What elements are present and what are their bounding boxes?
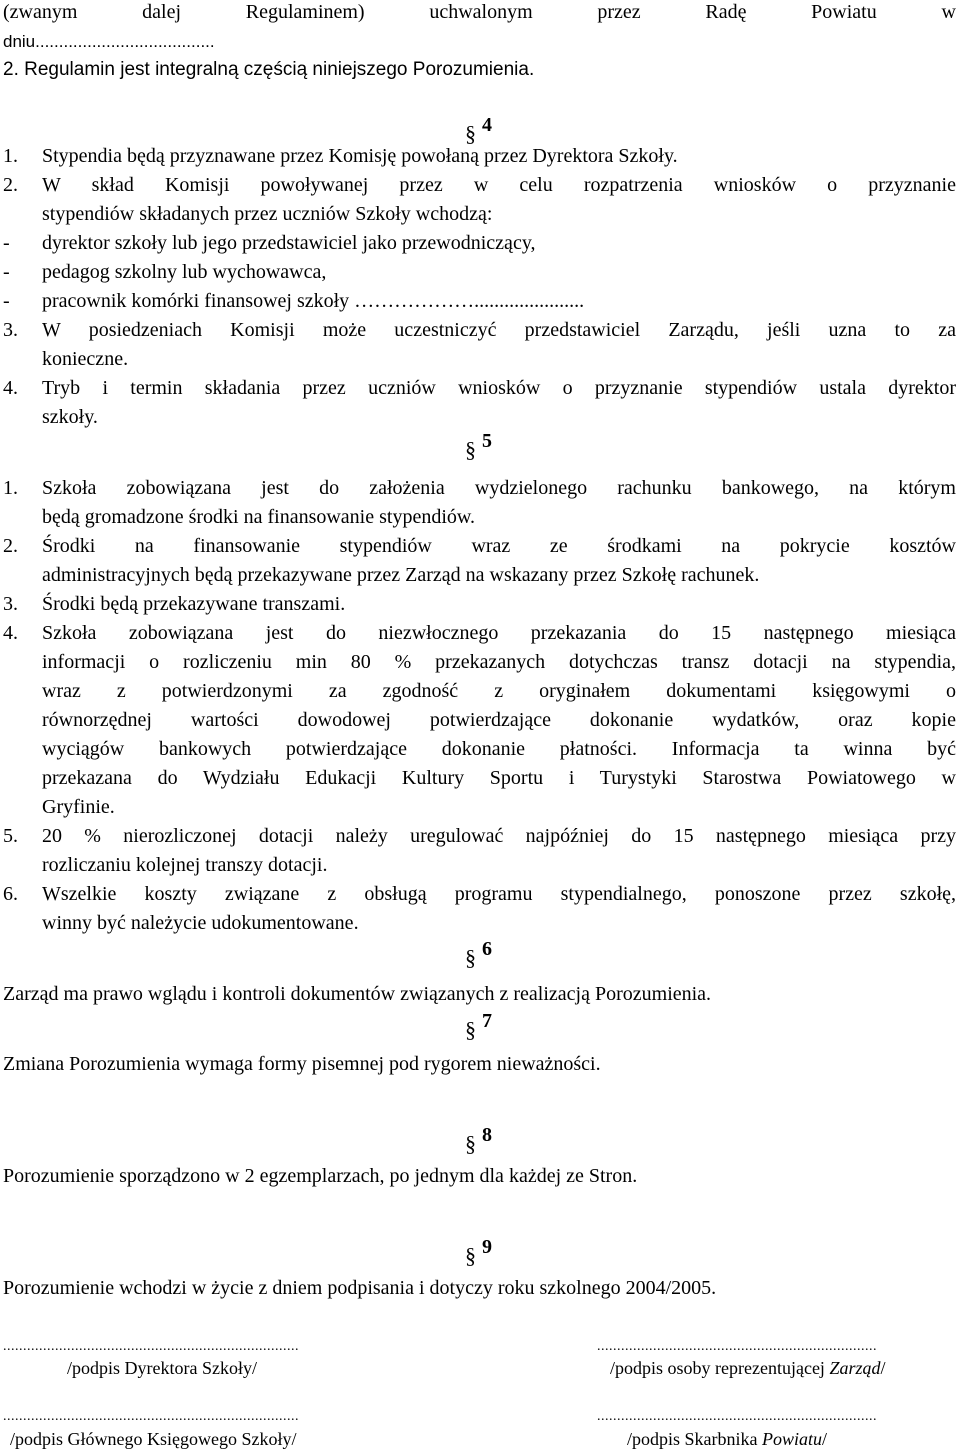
list-item-text: Szkoła zobowiązana jest do założenia wydzielonego rachunku bankowego, na którym bbox=[42, 477, 956, 499]
signature-line-representative: ...................................................................... bbox=[597, 1339, 877, 1354]
list-bullet: - bbox=[3, 290, 10, 312]
list-number: 2. bbox=[3, 174, 18, 196]
section-heading-6 bbox=[465, 936, 492, 970]
intro-word: w bbox=[941, 1, 956, 23]
caption-text: /podpis osoby reprezentującej bbox=[610, 1358, 830, 1378]
section-symbol: § bbox=[465, 437, 476, 462]
list-item-text: Stypendia będą przyznawane przez Komisję powołaną przez Dyrektora Szkoły. bbox=[42, 145, 678, 167]
list-item-text: W skład Komisji powoływanej przez w celu rozpatrzenia wniosków o przyznanie bbox=[42, 174, 956, 196]
list-item-text: Gryfinie. bbox=[42, 796, 115, 818]
section-number: 9 bbox=[482, 1236, 492, 1258]
list-number: 4. bbox=[3, 377, 18, 399]
intro-line-1 bbox=[3, 0, 956, 24]
list-item-text: Środki będą przekazywane transzami. bbox=[42, 593, 346, 615]
list-item-text: W posiedzeniach Komisji może uczestniczyć przedstawiciel Zarządu, jeśli uzna to za bbox=[42, 319, 956, 341]
paragraph-text: Zmiana Porozumienia wymaga formy pisemnej pod rygorem nieważności. bbox=[3, 1053, 601, 1075]
list-item-text: 20 % nierozliczonej dotacji należy uregulować najpóźniej do 15 następnego miesiąca przy bbox=[42, 825, 956, 847]
paragraph-text: Porozumienie sporządzono w 2 egzemplarzach, po jednym dla każdej ze Stron. bbox=[3, 1165, 638, 1187]
caption-text: /podpis Skarbnika bbox=[627, 1429, 762, 1449]
intro-line-2: dniu...................................... bbox=[3, 32, 215, 51]
intro-word: przez bbox=[597, 1, 641, 23]
intro-word: Regulaminem) bbox=[245, 1, 365, 23]
list-item-text: rozliczaniu kolejnej transzy dotacji. bbox=[42, 854, 328, 876]
list-bullet: - bbox=[3, 232, 10, 254]
list-number: 3. bbox=[3, 319, 18, 341]
caption-italic: Zarząd bbox=[829, 1358, 881, 1378]
list-item-text: stypendiów składanych przez uczniów Szkoły wchodzą: bbox=[42, 203, 493, 225]
section-number: 8 bbox=[482, 1124, 492, 1146]
intro-word: dalej bbox=[142, 1, 182, 23]
section-number: 6 bbox=[482, 938, 492, 960]
list-number: 3. bbox=[3, 593, 18, 615]
list-item-text: przekazana do Wydziału Edukacji Kultury Sportu i Turystyki Starostwa Powiatowego w bbox=[42, 767, 956, 789]
section-number: 4 bbox=[482, 114, 492, 136]
signature-caption-treasurer bbox=[627, 1428, 827, 1450]
section-number: 5 bbox=[482, 430, 492, 452]
section-symbol: § bbox=[465, 121, 476, 146]
list-item-text: informacji o rozliczeniu min 80 % przekazanych dotychczas transz dotacji na stypendia, bbox=[42, 651, 956, 673]
list-number: 5. bbox=[3, 825, 18, 847]
section-symbol: § bbox=[465, 945, 476, 970]
signature-caption-accountant: /podpis Głównego Księgowego Szkoły/ bbox=[10, 1429, 297, 1449]
intro-word: uchwalonym bbox=[429, 1, 533, 23]
signature-line-accountant: .......................................................................... bbox=[3, 1409, 299, 1424]
list-item-text: wraz z potwierdzonymi za zgodność z oryginałem dokumentami księgowymi o bbox=[42, 680, 956, 702]
section-heading-7 bbox=[465, 1008, 492, 1042]
list-item-text: dyrektor szkoły lub jego przedstawiciel jako przewodniczący, bbox=[42, 232, 536, 254]
caption-italic: Powiatu bbox=[762, 1429, 823, 1449]
list-item-text: pedagog szkolny lub wychowawca, bbox=[42, 261, 327, 283]
section-symbol: § bbox=[465, 1017, 476, 1042]
list-item-text: Wszelkie koszty związane z obsługą programu stypendialnego, ponoszone przez szkołę, bbox=[42, 883, 956, 905]
signature-caption-representative bbox=[610, 1357, 885, 1379]
intro-word: Powiatu bbox=[811, 1, 877, 23]
list-item-text: wyciągów bankowych potwierdzające dokonanie płatności. Informacja ta winna być bbox=[42, 738, 956, 760]
section-heading-9 bbox=[465, 1234, 492, 1268]
section-heading-4 bbox=[465, 112, 492, 146]
list-item-text: szkoły. bbox=[42, 406, 98, 428]
paragraph-text: Zarząd ma prawo wglądu i kontroli dokumentów związanych z realizacją Porozumienia. bbox=[3, 983, 712, 1005]
list-number: 1. bbox=[3, 477, 18, 499]
list-bullet: - bbox=[3, 261, 10, 283]
list-number: 1. bbox=[3, 145, 18, 167]
paragraph-text: Porozumienie wchodzi w życie z dniem podpisania i dotyczy roku szkolnego 2004/2005. bbox=[3, 1277, 717, 1299]
section-heading-8 bbox=[465, 1122, 492, 1156]
list-item-text: konieczne. bbox=[42, 348, 129, 370]
list-number: 2. bbox=[3, 535, 18, 557]
list-item-text: pracownik komórki finansowej szkoły ………………...................... bbox=[42, 290, 585, 312]
signature-line-treasurer: ...................................................................... bbox=[597, 1409, 877, 1424]
intro-word: (zwanym bbox=[3, 1, 78, 23]
section-symbol: § bbox=[465, 1243, 476, 1268]
list-item-text: Szkoła zobowiązana jest do niezwłocznego przekazania do 15 następnego miesiąca bbox=[42, 622, 956, 644]
list-item-text: administracyjnych będą przekazywane przez Zarząd na wskazany przez Szkołę rachunek. bbox=[42, 564, 760, 586]
list-item-text: Tryb i termin składania przez uczniów wniosków o przyznanie stypendiów ustala dyrektor bbox=[42, 377, 956, 399]
section-symbol: § bbox=[465, 1131, 476, 1156]
section-number: 7 bbox=[482, 1010, 492, 1032]
intro-word: Radę bbox=[705, 1, 747, 23]
list-item-text: Środki na finansowanie stypendiów wraz ze środkami na pokrycie kosztów bbox=[42, 535, 956, 557]
list-number: 4. bbox=[3, 622, 18, 644]
signature-caption-director: /podpis Dyrektora Szkoły/ bbox=[67, 1358, 257, 1378]
list-item-text: równorzędnej wartości dowodowej potwierdzające dokonanie wydatków, oraz kopie bbox=[42, 709, 956, 731]
caption-text: / bbox=[880, 1358, 886, 1378]
caption-text: / bbox=[822, 1429, 828, 1449]
signature-line-director: .......................................................................... bbox=[3, 1339, 299, 1354]
list-item-text: winny być należycie udokumentowane. bbox=[42, 912, 359, 934]
intro-item-2: 2. Regulamin jest integralną częścią niniejszego Porozumienia. bbox=[3, 59, 535, 80]
list-number: 6. bbox=[3, 883, 18, 905]
list-item-text: będą gromadzone środki na finansowanie stypendiów. bbox=[42, 506, 476, 528]
section-heading-5 bbox=[465, 428, 492, 462]
